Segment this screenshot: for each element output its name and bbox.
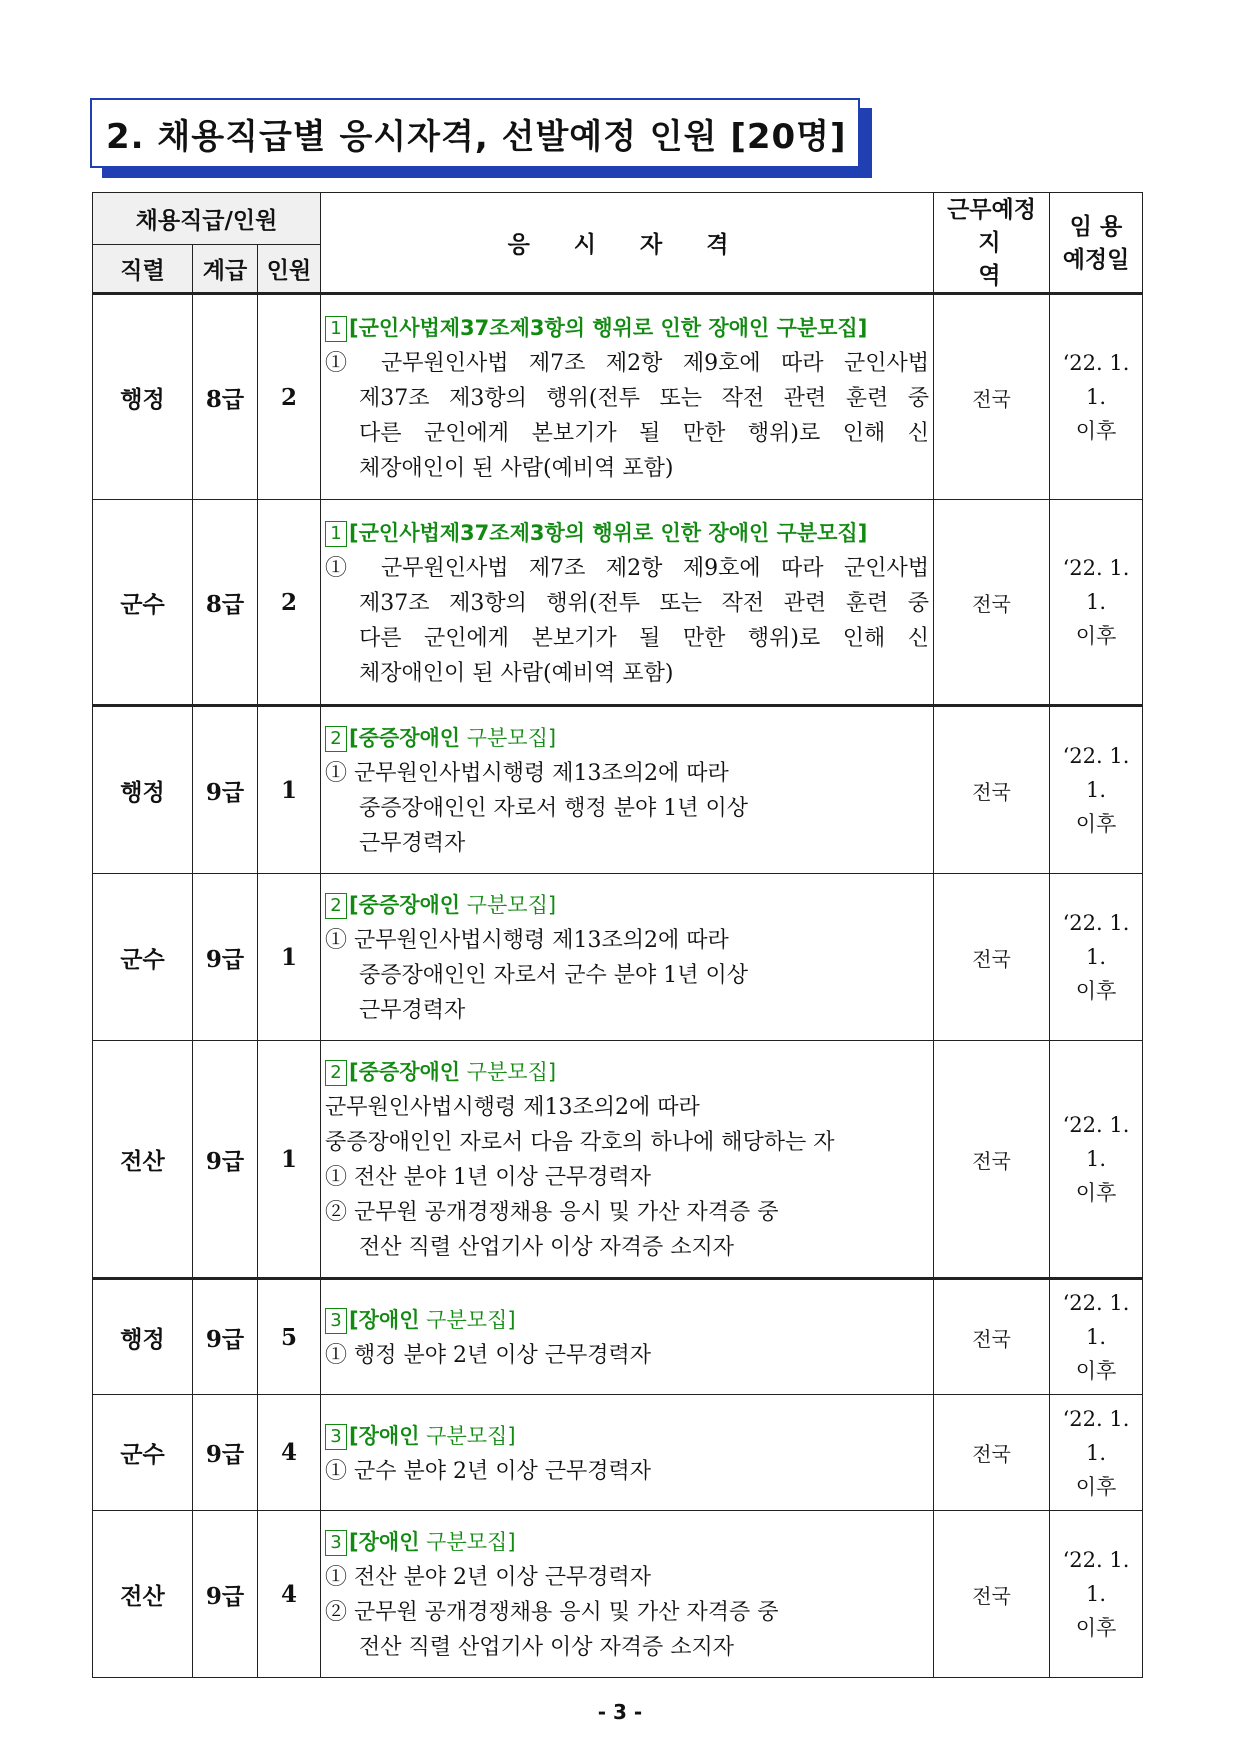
cell-grade: 8급	[193, 500, 258, 706]
cell-qualification	[321, 706, 934, 874]
table-body	[93, 294, 1143, 1678]
cell-series: 군수	[93, 874, 193, 1041]
category-heading	[325, 1525, 929, 1560]
header-region-line2: 지 역	[978, 229, 1023, 289]
cell-date	[1050, 1041, 1143, 1279]
header-date-line1: 임 용	[1069, 212, 1123, 240]
cell-count: 1	[258, 1041, 321, 1279]
qualification-line: ② 군무원 공개경쟁채용 응시 및 가산 자격증 중	[325, 1600, 779, 1625]
qualification-line: ① 군무원인사법시행령 제13조의2에 따라	[325, 761, 729, 786]
qualification-line: 다른 군인에게 본보기가 될 만한 행위)로 인해 신	[359, 625, 930, 651]
table-row	[93, 294, 1143, 500]
category-title: [중증장애인	[349, 1060, 461, 1084]
category-title: [장애인	[349, 1423, 420, 1448]
header-count: 인원	[258, 244, 321, 293]
qualification-line: ① 행정 분야 2년 이상 근무경력자	[325, 1343, 652, 1368]
cell-count: 2	[258, 294, 321, 500]
page-number: - 3 -	[597, 1700, 643, 1724]
qualification-line: 전산 직렬 산업기사 이상 자격증 소지자	[359, 1635, 735, 1660]
qualification-line: 중증장애인인 자로서 다음 각호의 하나에 해당하는 자	[325, 1130, 835, 1155]
qualification-line: ① 군무원인사법 제7조 제2항 제9호에 따라 군인사법	[325, 555, 930, 581]
cell-qualification	[321, 1395, 934, 1511]
qualification-line: ① 전산 분야 1년 이상 근무경력자	[325, 1165, 652, 1190]
date-line1: ‘22. 1. 1.	[1062, 1113, 1130, 1171]
qualification-line: 제37조 제3항의 행위(전투 또는 작전 관련 훈련 중	[359, 385, 930, 411]
category-title: [장애인	[349, 1308, 420, 1332]
qualification-line: 군무원인사법시행령 제13조의2에 따라	[325, 1095, 700, 1120]
category-number-box: 1	[325, 521, 347, 547]
table-row	[93, 874, 1143, 1041]
category-suffix: 구분모집]	[460, 893, 557, 917]
cell-grade: 9급	[193, 1041, 258, 1279]
cell-series: 전산	[93, 1511, 193, 1678]
table-row	[93, 500, 1143, 706]
category-suffix: 구분모집]	[419, 1308, 516, 1332]
qualification-line: ① 군수 분야 2년 이상 근무경력자	[325, 1458, 652, 1484]
date-line1: ‘22. 1. 1.	[1062, 1406, 1130, 1465]
cell-series: 행정	[93, 706, 193, 874]
date-line2: 이후	[1075, 1616, 1117, 1640]
category-heading	[325, 888, 929, 923]
cell-count: 4	[258, 1511, 321, 1678]
cell-qualification	[321, 294, 934, 500]
date-line2: 이후	[1075, 1359, 1117, 1383]
cell-series: 군수	[93, 500, 193, 706]
qualification-line: 근무경력자	[359, 998, 466, 1023]
cell-grade: 9급	[193, 1395, 258, 1511]
cell-date	[1050, 1279, 1143, 1395]
cell-date	[1050, 874, 1143, 1041]
date-line2: 이후	[1075, 812, 1117, 836]
cell-qualification	[321, 1511, 934, 1678]
qualification-line: ① 전산 분야 2년 이상 근무경력자	[325, 1565, 652, 1590]
title-frame	[90, 98, 860, 168]
category-number-box: 3	[325, 1530, 347, 1556]
category-number-box: 1	[325, 316, 347, 342]
category-title: [장애인	[349, 1530, 420, 1554]
category-number-box: 2	[325, 893, 347, 919]
qualification-line: 체장애인이 된 사람(예비역 포함)	[359, 455, 674, 481]
date-line1: ‘22. 1. 1.	[1062, 556, 1130, 614]
qualification-line: ① 군무원인사법 제7조 제2항 제9호에 따라 군인사법	[325, 350, 930, 376]
category-title: [군인사법제37조제3항의 행위로 인한 장애인 구분모집]	[349, 315, 868, 340]
cell-qualification	[321, 500, 934, 706]
category-number-box: 2	[325, 726, 347, 752]
cell-qualification	[321, 874, 934, 1041]
cell-region: 전국	[934, 1041, 1050, 1279]
cell-region: 전국	[934, 706, 1050, 874]
category-heading	[325, 311, 929, 346]
cell-region: 전국	[934, 1511, 1050, 1678]
qualification-line: ② 군무원 공개경쟁채용 응시 및 가산 자격증 중	[325, 1200, 779, 1225]
qualification-line: 다른 군인에게 본보기가 될 만한 행위)로 인해 신	[359, 420, 930, 446]
cell-grade: 9급	[193, 1511, 258, 1678]
date-line1: ‘22. 1. 1.	[1062, 351, 1130, 409]
qualification-line: 전산 직렬 산업기사 이상 자격증 소지자	[359, 1235, 735, 1260]
date-line1: ‘22. 1. 1.	[1062, 1548, 1130, 1606]
qualification-line: 중증장애인인 자로서 군수 분야 1년 이상	[359, 963, 749, 988]
cell-qualification	[321, 1041, 934, 1279]
section-title-box	[90, 98, 860, 168]
section-title: 2. 채용직급별 응시자격, 선발예정 인원 [20명]	[106, 116, 847, 157]
cell-region: 전국	[934, 1279, 1050, 1395]
cell-region: 전국	[934, 500, 1050, 706]
cell-count: 1	[258, 706, 321, 874]
header-region-line1: 근무예정	[947, 196, 1036, 223]
category-suffix: 구분모집]	[419, 1530, 516, 1554]
category-number-box: 3	[325, 1308, 347, 1334]
cell-grade: 9급	[193, 1279, 258, 1395]
date-line2: 이후	[1075, 979, 1117, 1003]
table-row	[93, 1279, 1143, 1395]
table-row	[93, 1511, 1143, 1678]
cell-qualification	[321, 1279, 934, 1395]
date-line1: ‘22. 1. 1.	[1062, 744, 1130, 802]
qualification-line: 체장애인이 된 사람(예비역 포함)	[359, 660, 674, 686]
header-series: 직렬	[93, 244, 193, 293]
cell-series: 행정	[93, 1279, 193, 1395]
date-line2: 이후	[1075, 419, 1117, 443]
cell-count: 1	[258, 874, 321, 1041]
cell-count: 5	[258, 1279, 321, 1395]
qualification-line: ① 군무원인사법시행령 제13조의2에 따라	[325, 928, 729, 953]
cell-region: 전국	[934, 1395, 1050, 1511]
table-row	[93, 1041, 1143, 1279]
category-heading	[325, 721, 929, 756]
table-row	[93, 1395, 1143, 1511]
category-title: [군인사법제37조제3항의 행위로 인한 장애인 구분모집]	[349, 520, 868, 545]
date-line1: ‘22. 1. 1.	[1062, 1291, 1130, 1349]
recruitment-table	[92, 192, 1143, 1678]
category-heading	[325, 1303, 929, 1338]
date-line2: 이후	[1075, 1474, 1117, 1499]
category-suffix: 구분모집]	[460, 1060, 557, 1084]
table-row	[93, 706, 1143, 874]
cell-grade: 8급	[193, 294, 258, 500]
cell-date	[1050, 294, 1143, 500]
cell-grade: 9급	[193, 706, 258, 874]
cell-date	[1050, 1511, 1143, 1678]
header-group: 채용직급/인원	[93, 193, 321, 245]
category-heading	[325, 1419, 929, 1454]
qualification-line: 근무경력자	[359, 831, 466, 856]
category-heading	[325, 516, 929, 551]
header-qualification: 응 시 자 격	[321, 193, 934, 294]
cell-series: 군수	[93, 1395, 193, 1511]
category-number-box: 3	[325, 1424, 347, 1450]
date-line2: 이후	[1075, 1181, 1117, 1205]
date-line2: 이후	[1075, 624, 1117, 648]
cell-grade: 9급	[193, 874, 258, 1041]
header-grade: 계급	[193, 244, 258, 293]
category-title: [중증장애인	[349, 893, 461, 917]
cell-series: 행정	[93, 294, 193, 500]
category-suffix: 구분모집]	[419, 1423, 516, 1448]
category-suffix: 구분모집]	[460, 726, 557, 750]
category-heading	[325, 1055, 929, 1090]
qualification-line: 중증장애인인 자로서 행정 분야 1년 이상	[359, 796, 749, 821]
cell-series: 전산	[93, 1041, 193, 1279]
cell-region: 전국	[934, 294, 1050, 500]
date-line1: ‘22. 1. 1.	[1062, 911, 1130, 969]
cell-region: 전국	[934, 874, 1050, 1041]
cell-count: 2	[258, 500, 321, 706]
header-region	[934, 193, 1050, 294]
cell-date	[1050, 500, 1143, 706]
category-number-box: 2	[325, 1060, 347, 1086]
qualification-line: 제37조 제3항의 행위(전투 또는 작전 관련 훈련 중	[359, 590, 930, 616]
cell-date	[1050, 706, 1143, 874]
header-date	[1050, 193, 1143, 294]
category-title: [중증장애인	[349, 726, 461, 750]
cell-count: 4	[258, 1395, 321, 1511]
cell-date	[1050, 1395, 1143, 1511]
header-date-line2: 예정일	[1062, 245, 1130, 273]
